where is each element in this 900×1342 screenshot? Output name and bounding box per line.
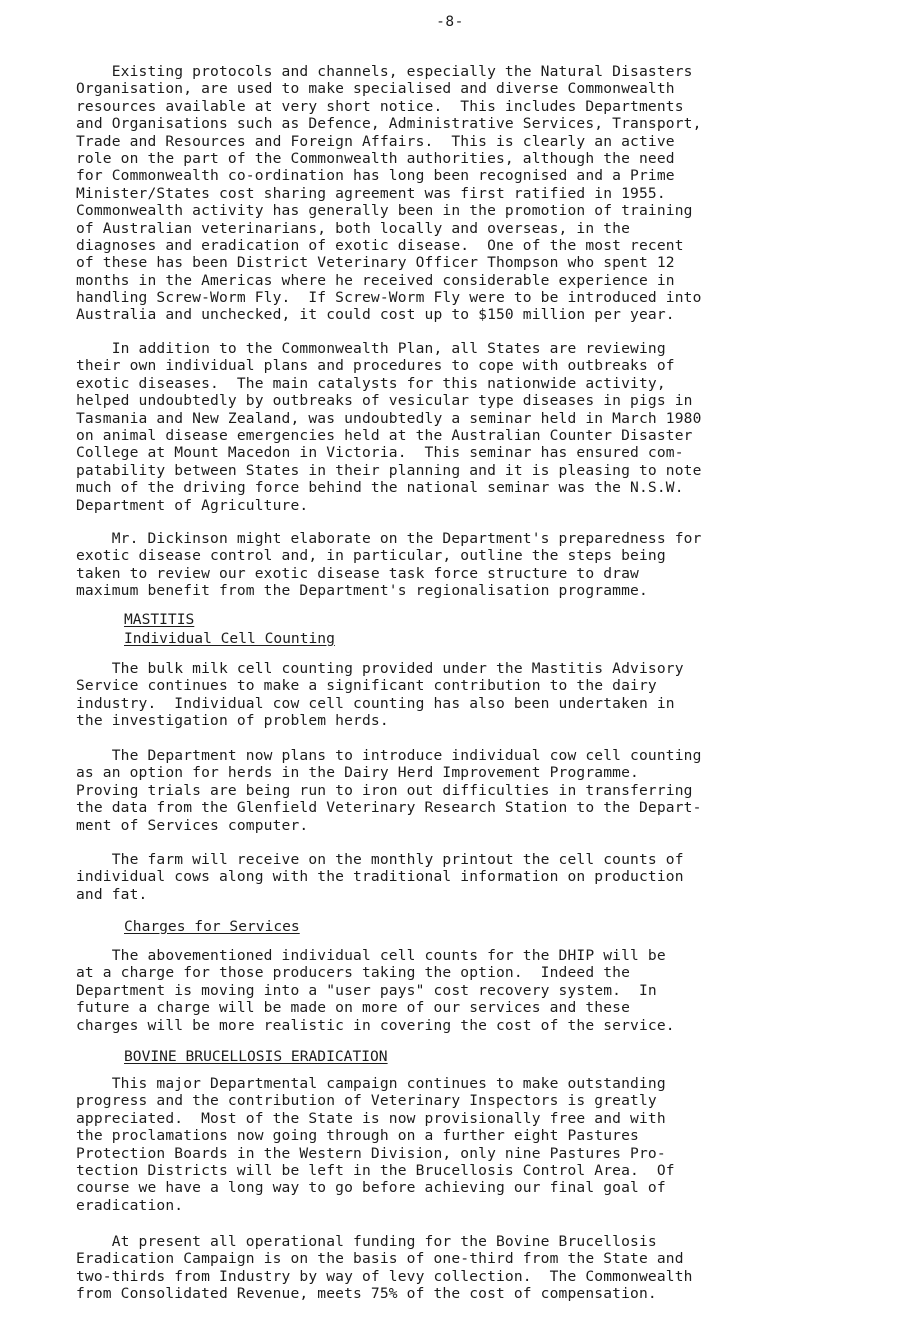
text-line: ment of Services computer. [76,816,309,834]
text-line: The farm will receive on the monthly printout the cell counts of [76,851,684,868]
text-line: the data from the Glenfield Veterinary Research Station to the Depart- [76,799,702,817]
text-line: Trade and Resources and Foreign Affairs. This is clearly an active [76,132,675,150]
text-line: of these has been District Veterinary Officer Thompson who spent 12 [76,254,675,272]
text-line: Service continues to make a significant contribution to the dairy [76,677,657,695]
text-line: maximum benefit from the Department's regionalisation programme. [76,582,648,600]
text-line: future a charge will be made on more of our services and these [76,999,631,1017]
text-line: and fat. [76,885,148,903]
text-line: tection Districts will be left in the Brucellosis Control Area. Of [76,1161,675,1179]
text-line: Minister/States cost sharing agreement was first ratified in 1955. [76,184,666,202]
text-line: exotic diseases. The main catalysts for this nationwide activity, [76,374,666,392]
paragraph-funding [76,1233,693,1303]
paragraph-dickinson [76,530,702,600]
text-line: course we have a long way to go before achieving our final goal of [76,1179,666,1197]
text-line: appreciated. Most of the State is now provisionally free and with [76,1109,666,1127]
text-line: handling Screw-Worm Fly. If Screw-Worm Fly were to be introduced into [76,289,702,307]
text-line: from Consolidated Revenue, meets 75% of the cost of compensation. [76,1285,657,1303]
text-line: At present all operational funding for the Bovine Brucellosis [76,1233,657,1250]
text-line: diagnoses and eradication of exotic disease. One of the most recent [76,236,684,254]
page-number: -8- [436,14,464,30]
text-line: exotic disease control and, in particular, outline the steps being [76,547,666,565]
text-line: The abovementioned individual cell counts for the DHIP will be [76,947,666,964]
text-line: College at Mount Macedon in Victoria. This seminar has ensured com- [76,444,684,462]
text-line: Tasmania and New Zealand, was undoubtedly a seminar held in March 1980 [76,409,702,427]
text-line: This major Departmental campaign continues to make outstanding [76,1075,666,1092]
text-line: of Australian veterinarians, both locally and overseas, in the [76,219,631,237]
text-line: at a charge for those producers taking the option. Indeed the [76,964,631,982]
text-line: The Department now plans to introduce individual cow cell counting [76,747,702,764]
heading-bovine-brucellosis: BOVINE BRUCELLOSIS ERADICATION [124,1048,388,1065]
paragraph-charges [76,947,675,1034]
text-line: Australia and unchecked, it could cost up to $150 million per year. [76,306,675,324]
text-line: for Commonwealth co-ordination has long been recognised and a Prime [76,167,675,185]
text-line: Department is moving into a "user pays" cost recovery system. In [76,981,657,999]
text-line: In addition to the Commonwealth Plan, all States are reviewing [76,340,666,357]
paragraph-dhip [76,747,702,834]
text-line: resources available at very short notice. This includes Departments [76,97,684,115]
text-line: on animal disease emergencies held at the Australian Counter Disaster [76,426,693,444]
heading-mastitis: MASTITIS [124,611,195,628]
heading-charges-for-services: Charges for Services [124,918,300,935]
text-line: as an option for herds in the Dairy Herd Improvement Programme. [76,764,639,782]
paragraph-campaign [76,1075,675,1214]
text-line: the proclamations now going through on a further eight Pastures [76,1127,639,1145]
text-line: charges will be more realistic in covering the cost of the service. [76,1016,675,1034]
text-line: two-thirds from Industry by way of levy collection. The Commonwealth [76,1267,693,1285]
text-line: their own individual plans and procedures to cope with outbreaks of [76,357,675,375]
text-line: Mr. Dickinson might elaborate on the Department's preparedness for [76,530,702,547]
text-line: industry. Individual cow cell counting has also been undertaken in [76,694,675,712]
text-line: progress and the contribution of Veterinary Inspectors is greatly [76,1092,657,1110]
text-line: Protection Boards in the Western Division, only nine Pastures Pro- [76,1144,666,1162]
text-line: taken to review our exotic disease task force structure to draw [76,564,639,582]
paragraph-state-plans [76,340,702,514]
paragraph-farm-printout [76,851,684,903]
text-line: much of the driving force behind the national seminar was the N.S.W. [76,479,684,497]
heading-individual-cell-counting: Individual Cell Counting [124,630,335,647]
text-line: helped undoubtedly by outbreaks of vesicular type diseases in pigs in [76,392,693,410]
text-line: the investigation of problem herds. [76,712,389,730]
text-line: Existing protocols and channels, especially the Natural Disasters [76,63,693,80]
text-line: Proving trials are being run to iron out difficulties in transferring [76,781,693,799]
text-line: The bulk milk cell counting provided under the Mastitis Advisory [76,660,684,677]
paragraph-bulk-milk [76,660,684,730]
text-line: Department of Agriculture. [76,496,309,514]
text-line: Eradication Campaign is on the basis of one-third from the State and [76,1250,684,1268]
text-line: individual cows along with the traditional information on production [76,868,684,886]
text-line: Commonwealth activity has generally been in the promotion of training [76,202,693,220]
text-line: role on the part of the Commonwealth authorities, although the need [76,149,675,167]
text-line: months in the Americas where he received considerable experience in [76,271,675,289]
text-line: and Organisations such as Defence, Administrative Services, Transport, [76,115,702,133]
paragraph-commonwealth-resources [76,63,702,324]
text-line: Organisation, are used to make specialised and diverse Commonwealth [76,80,675,98]
text-line: eradication. [76,1196,184,1214]
text-line: patability between States in their planning and it is pleasing to note [76,461,702,479]
